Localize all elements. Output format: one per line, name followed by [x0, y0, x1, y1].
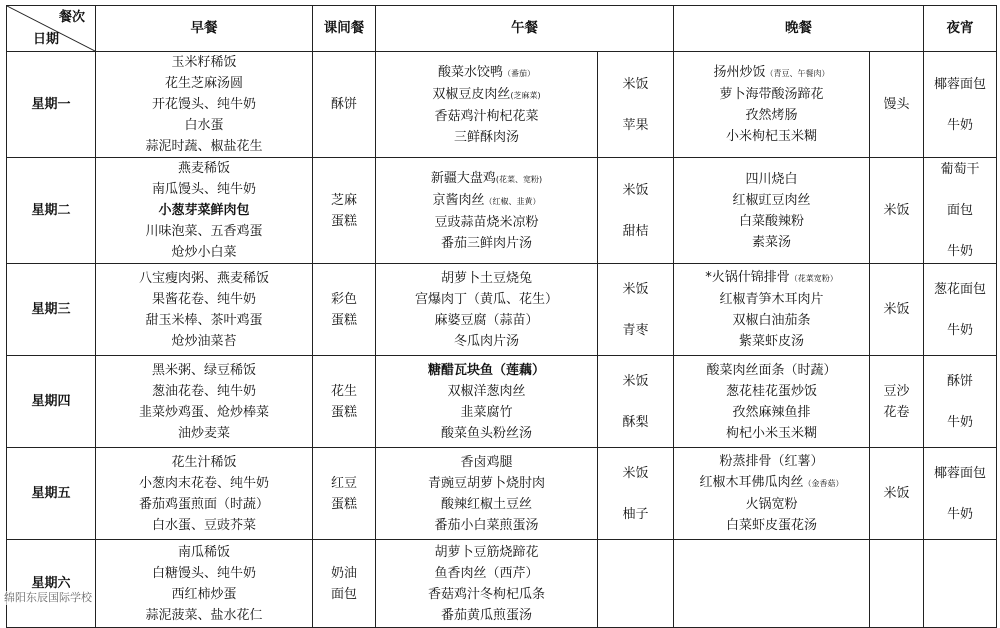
lunch-side-cell	[598, 264, 674, 356]
dinner-cell	[674, 264, 870, 356]
dinner-side-item: 米饭	[883, 302, 910, 317]
snack-item: 彩色	[330, 291, 357, 307]
snack-item: 蛋糕	[330, 213, 357, 229]
dinner-item-text: 红椒豇豆肉丝	[732, 192, 811, 208]
dinner-item-text: 紫菜虾皮汤	[738, 334, 804, 349]
snack-item: 酥饼	[330, 97, 357, 112]
day-name: 星期一	[7, 52, 96, 158]
lunch-cell	[376, 540, 598, 628]
dinner-side-cell	[870, 52, 924, 158]
snack-item: 花生	[330, 383, 357, 399]
night-cell	[924, 356, 997, 448]
breakfast-item: 蒜泥菠菜、盐水花仁	[145, 607, 263, 623]
dinner-item-text: 白菜虾皮蛋花汤	[725, 518, 817, 533]
dinner-side-item: 米饭	[883, 203, 910, 218]
snack-item: 奶油	[330, 565, 357, 581]
night-item: 面包	[946, 203, 973, 218]
lunch-side-item: 米饭	[622, 76, 649, 92]
lunch-item	[376, 563, 597, 584]
menu-body	[7, 52, 997, 628]
night-cell	[924, 448, 997, 540]
lunch-side-cell	[598, 158, 674, 264]
lunch-cell	[376, 52, 598, 158]
day-row	[7, 52, 997, 158]
dinner-item	[674, 381, 869, 402]
lunch-side-item: 柚子	[622, 506, 649, 522]
breakfast-item: 甜玉米棒、茶叶鸡蛋	[145, 312, 263, 328]
day-row	[7, 448, 997, 540]
corner-bottom-label: 日期	[33, 32, 60, 47]
header-night: 夜宵	[924, 6, 997, 52]
lunch-item-text: 双椒豆皮肉丝	[432, 86, 511, 102]
lunch-item-text: 鱼香肉丝（西芹）	[434, 565, 539, 581]
lunch-item	[376, 494, 597, 515]
lunch-item	[376, 605, 597, 626]
night-item: 椰蓉面包	[933, 76, 986, 92]
lunch-side-item: 米饭	[622, 465, 649, 481]
lunch-item-note: （番茄）	[503, 68, 535, 78]
snack-cell	[313, 540, 376, 628]
lunch-item-note: (芝麻菜)	[510, 90, 541, 100]
dinner-side-item: 馒头	[883, 97, 910, 112]
dinner-item	[674, 190, 869, 211]
lunch-item-text: 三鲜酥肉汤	[453, 129, 519, 145]
lunch-side-cell	[598, 52, 674, 158]
snack-item: 蛋糕	[330, 496, 357, 512]
corner-top-label: 餐次	[58, 10, 85, 25]
lunch-cell	[376, 264, 598, 356]
snack-item: 蛋糕	[330, 404, 357, 420]
night-item: 酥饼	[946, 373, 973, 389]
snack-item: 红豆	[330, 475, 357, 491]
lunch-item-text: 香菇鸡汁枸杞花菜	[434, 108, 539, 124]
breakfast-item: 八宝瘦肉粥、燕麦稀饭	[138, 270, 269, 286]
breakfast-cell	[96, 448, 313, 540]
lunch-item	[376, 268, 597, 289]
day-name: 星期六	[7, 540, 96, 628]
breakfast-item: 小葱芽菜鲜肉包	[158, 203, 250, 218]
dinner-item-text: 四川烧白	[745, 171, 798, 187]
lunch-side-item: 甜桔	[622, 223, 649, 239]
night-cell	[924, 158, 997, 264]
lunch-item	[376, 473, 597, 494]
lunch-item-text: 豆豉蒜苗烧米凉粉	[434, 214, 539, 230]
dinner-cell	[674, 356, 870, 448]
dinner-item	[674, 331, 869, 352]
dinner-item-text: 萝卜海带酸汤蹄花	[719, 87, 824, 102]
dinner-item-text: 酸菜肉丝面条（时蔬）	[706, 362, 837, 378]
lunch-item-text: 胡萝卜豆筋烧蹄花	[434, 544, 539, 560]
lunch-item	[376, 168, 597, 190]
dinner-item-text: 红椒青笋木耳肉片	[719, 292, 824, 307]
lunch-item-text: 香卤鸡腿	[460, 454, 513, 470]
lunch-cell	[376, 448, 598, 540]
lunch-item	[376, 310, 597, 331]
breakfast-item: 白水蛋	[184, 118, 224, 133]
breakfast-item: 果酱花卷、纯牛奶	[151, 291, 256, 307]
breakfast-cell	[96, 52, 313, 158]
lunch-item	[376, 542, 597, 563]
night-item: 椰蓉面包	[933, 465, 986, 481]
lunch-item-text: 番茄小白菜煎蛋汤	[434, 517, 539, 533]
breakfast-item: 白糖馒头、纯牛奶	[151, 565, 256, 581]
dinner-item-text: *火锅什锦排骨	[705, 270, 790, 285]
breakfast-item: 燕麦稀饭	[177, 161, 230, 176]
snack-cell	[313, 356, 376, 448]
breakfast-cell	[96, 540, 313, 628]
lunch-item	[376, 106, 597, 127]
night-cell	[924, 540, 997, 628]
dinner-item	[674, 232, 869, 253]
dinner-item	[674, 494, 869, 515]
snack-item: 面包	[330, 586, 357, 602]
breakfast-item: 炝炒油菜苔	[171, 333, 237, 349]
day-row	[7, 540, 997, 628]
dinner-item	[674, 62, 869, 84]
lunch-item-note: （红椒、韭黄）	[484, 196, 541, 206]
breakfast-cell	[96, 158, 313, 264]
header-breakfast: 早餐	[96, 6, 313, 52]
night-item: 葱花面包	[933, 281, 986, 297]
breakfast-item: 南瓜稀饭	[177, 544, 230, 560]
breakfast-item: 白水蛋、豆豉芥菜	[151, 517, 256, 533]
snack-cell	[313, 52, 376, 158]
dinner-item-text: 扬州炒饭	[713, 65, 766, 80]
lunch-item-text: 韭菜腐竹	[460, 404, 513, 420]
day-name: 星期二	[7, 158, 96, 264]
night-item: 牛奶	[946, 414, 973, 430]
dinner-item	[674, 472, 869, 494]
lunch-item-text: 宫爆肉丁（黄瓜、花生）	[414, 291, 558, 307]
dinner-item-text: 红椒木耳佛瓜肉丝	[699, 475, 804, 490]
lunch-item	[376, 402, 597, 423]
lunch-item-text: 双椒洋葱肉丝	[447, 383, 526, 399]
lunch-item-text: 酸菜水饺鸭	[437, 64, 503, 80]
dinner-item-text: 粉蒸排骨（红薯）	[719, 454, 824, 469]
dinner-item	[674, 267, 869, 289]
day-row	[7, 264, 997, 356]
dinner-cell	[674, 158, 870, 264]
breakfast-item: 葱油花卷、纯牛奶	[151, 383, 256, 399]
breakfast-item: 油炒麦菜	[177, 425, 230, 441]
lunch-cell	[376, 158, 598, 264]
dinner-item-text: 双椒白油茄条	[732, 313, 811, 328]
dinner-item-text: 孜然麻辣鱼排	[732, 404, 811, 420]
header-dinner: 晚餐	[674, 6, 924, 52]
night-item: 牛奶	[946, 244, 973, 259]
breakfast-cell	[96, 264, 313, 356]
header-snack: 课间餐	[313, 6, 376, 52]
dinner-item-note: （花菜宽粉）	[789, 274, 838, 283]
snack-cell	[313, 158, 376, 264]
lunch-item-text: 青豌豆胡萝卜烧肘肉	[427, 475, 545, 491]
lunch-item	[376, 515, 597, 536]
breakfast-item: 花生汁稀饭	[171, 454, 237, 470]
dinner-side-cell	[870, 158, 924, 264]
dinner-item-note: （青豆、午餐肉）	[765, 69, 830, 78]
dinner-item	[674, 126, 869, 147]
lunch-cell	[376, 356, 598, 448]
breakfast-item: 川味泡菜、五香鸡蛋	[145, 224, 263, 239]
lunch-side-item: 苹果	[622, 117, 649, 133]
lunch-item	[376, 452, 597, 473]
lunch-item	[376, 190, 597, 212]
day-row	[7, 356, 997, 448]
dinner-cell	[674, 540, 870, 628]
breakfast-item: 玉米籽稀饭	[171, 55, 237, 70]
dinner-item-note: （金香菇）	[803, 479, 844, 488]
dinner-side-item: 米饭	[883, 486, 910, 501]
breakfast-item: 小葱肉末花卷、纯牛奶	[138, 475, 269, 491]
lunch-item	[376, 584, 597, 605]
breakfast-item: 南瓜馒头、纯牛奶	[151, 182, 256, 197]
lunch-item-text: 胡萝卜土豆烧兔	[440, 270, 532, 286]
breakfast-item: 花生芝麻汤圆	[164, 76, 243, 91]
lunch-item	[376, 423, 597, 444]
lunch-side-item: 米饭	[622, 182, 649, 198]
day-row	[7, 158, 997, 264]
breakfast-item: 开花馒头、纯牛奶	[151, 97, 256, 112]
breakfast-cell	[96, 356, 313, 448]
header-row	[7, 6, 997, 52]
dinner-side-item: 豆沙	[883, 383, 910, 399]
lunch-item	[376, 233, 597, 254]
dinner-side-cell	[870, 448, 924, 540]
lunch-item-text: 糖醋瓦块鱼（莲藕）	[427, 362, 545, 378]
dinner-cell	[674, 52, 870, 158]
dinner-item	[674, 211, 869, 232]
lunch-side-cell	[598, 448, 674, 540]
dinner-item-text: 枸杞小米玉米糊	[725, 425, 817, 441]
lunch-item-text: 麻婆豆腐（蒜苗）	[434, 312, 539, 328]
dinner-item	[674, 515, 869, 536]
breakfast-item: 韭菜炒鸡蛋、炝炒棒菜	[138, 404, 269, 420]
lunch-item	[376, 331, 597, 352]
night-cell	[924, 52, 997, 158]
lunch-side-item: 青枣	[622, 322, 649, 338]
breakfast-item: 番茄鸡蛋煎面（时蔬）	[138, 496, 269, 512]
dinner-side-cell	[870, 540, 924, 628]
lunch-item-text: 香菇鸡汁冬枸杞瓜条	[427, 586, 545, 602]
dinner-side-cell	[870, 356, 924, 448]
dinner-item	[674, 423, 869, 444]
dinner-item-text: 葱花桂花蛋炒饭	[725, 383, 817, 399]
breakfast-item: 炝炒小白菜	[171, 245, 237, 260]
lunch-item	[376, 381, 597, 402]
day-name: 星期三	[7, 264, 96, 356]
dinner-side-cell	[870, 264, 924, 356]
lunch-side-item: 米饭	[622, 373, 649, 389]
night-item: 葡萄干	[940, 162, 980, 177]
dinner-item	[674, 360, 869, 381]
dinner-side-item: 花卷	[883, 404, 910, 420]
lunch-item-text: 冬瓜肉片汤	[453, 333, 519, 349]
weekly-menu-table	[6, 5, 997, 628]
lunch-item-text: 酸菜鱼头粉丝汤	[440, 425, 532, 441]
dinner-item-text: 素菜汤	[751, 234, 791, 250]
lunch-item-text: 番茄三鲜肉片汤	[440, 235, 532, 251]
snack-cell	[313, 448, 376, 540]
dinner-item-text: 孜然烤肠	[745, 108, 798, 123]
dinner-item-text: 白菜酸辣粉	[738, 213, 804, 229]
lunch-item	[376, 212, 597, 233]
lunch-item	[376, 127, 597, 148]
lunch-item	[376, 360, 597, 381]
dinner-item	[674, 402, 869, 423]
dinner-item	[674, 169, 869, 190]
night-item: 牛奶	[946, 117, 973, 133]
dinner-item	[674, 451, 869, 472]
dinner-item	[674, 84, 869, 105]
day-name: 星期五	[7, 448, 96, 540]
night-item: 牛奶	[946, 506, 973, 522]
night-cell	[924, 264, 997, 356]
snack-item: 蛋糕	[330, 312, 357, 328]
dinner-cell	[674, 448, 870, 540]
lunch-side-cell	[598, 356, 674, 448]
breakfast-item: 西红柿炒蛋	[171, 586, 237, 602]
night-item: 牛奶	[946, 322, 973, 338]
dinner-item-text: 火锅宽粉	[745, 497, 798, 512]
dinner-item	[674, 310, 869, 331]
breakfast-item: 蒜泥时蔬、椒盐花生	[145, 139, 263, 154]
lunch-side-item: 酥梨	[622, 414, 649, 430]
lunch-item	[376, 62, 597, 84]
lunch-item-note: (花菜、宽粉)	[495, 174, 543, 184]
snack-cell	[313, 264, 376, 356]
lunch-item	[376, 289, 597, 310]
lunch-item-text: 新疆大盘鸡	[430, 170, 496, 186]
corner-cell	[7, 6, 96, 52]
lunch-side-item: 米饭	[622, 281, 649, 297]
dinner-item	[674, 289, 869, 310]
school-watermark: 绵阳东辰国际学校	[4, 591, 92, 604]
lunch-side-cell	[598, 540, 674, 628]
header-lunch: 午餐	[376, 6, 674, 52]
breakfast-item: 黑米粥、绿豆稀饭	[151, 362, 256, 378]
lunch-item-text: 酸辣红椒土豆丝	[440, 496, 532, 512]
lunch-item	[376, 84, 597, 106]
lunch-item-text: 番茄黄瓜煎蛋汤	[440, 607, 532, 623]
dinner-item-text: 小米枸杞玉米糊	[725, 129, 817, 144]
day-name: 星期四	[7, 356, 96, 448]
dinner-item	[674, 105, 869, 126]
lunch-item-text: 京酱肉丝	[432, 192, 485, 208]
snack-item: 芝麻	[330, 192, 357, 208]
